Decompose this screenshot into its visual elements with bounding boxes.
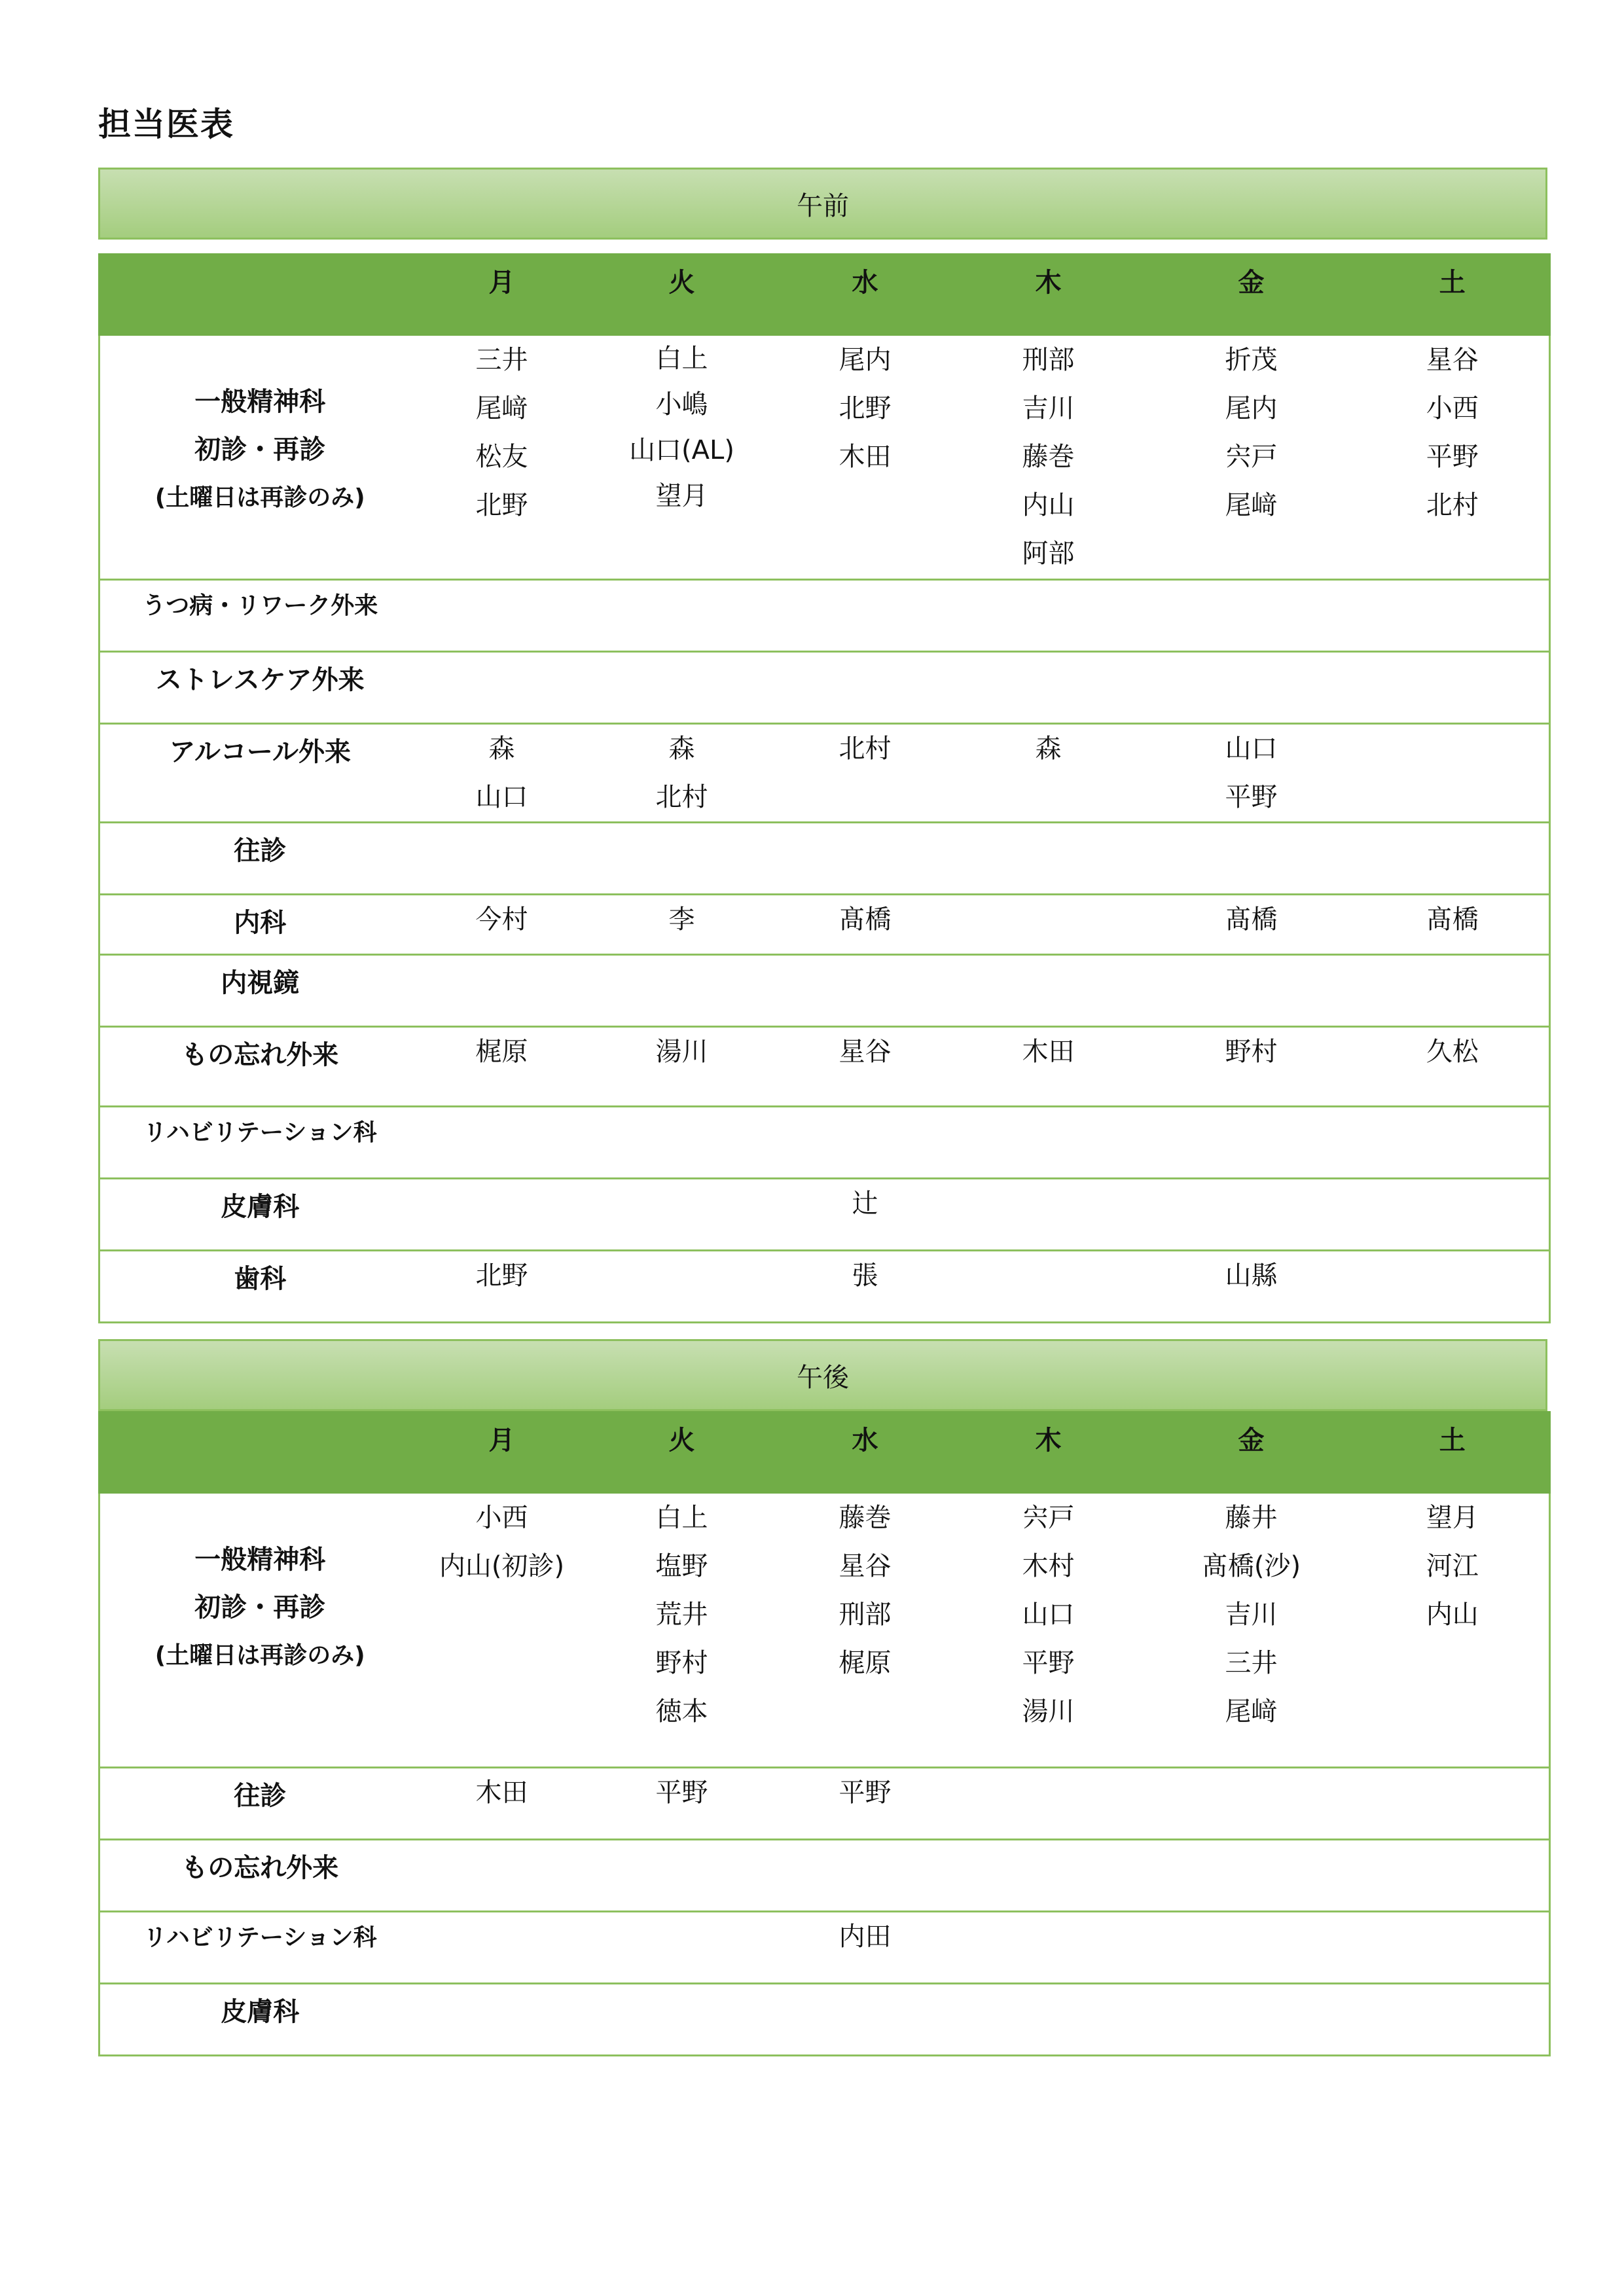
- schedule-cell: [950, 652, 1147, 724]
- morning-schedule-table: [98, 253, 1551, 1323]
- doctor-name: 山口: [1225, 734, 1278, 764]
- schedule-cell: [1356, 1912, 1550, 1984]
- doctor-name: 荒井: [655, 1600, 708, 1630]
- schedule-cell: [1356, 1107, 1550, 1179]
- morning-dept-row: [99, 335, 1550, 580]
- department-label: 初診・再診: [194, 435, 326, 465]
- doctor-name: 三井: [475, 345, 528, 375]
- department-label: 往診: [234, 1781, 287, 1811]
- department-cell: [99, 823, 420, 895]
- afternoon-schedule-table: [98, 1411, 1551, 2056]
- schedule-cell: [1147, 1179, 1356, 1251]
- department-label: 歯科: [234, 1264, 287, 1294]
- doctor-name: 内田: [839, 1922, 892, 1952]
- doctor-name: 張: [852, 1261, 878, 1291]
- schedule-cell: [780, 1027, 950, 1107]
- schedule-cell: [1147, 580, 1356, 652]
- doctor-name: 藤巻: [1022, 442, 1075, 472]
- schedule-cell: [1356, 1493, 1550, 1768]
- department-label: (土曜日は再診のみ): [154, 1642, 365, 1669]
- schedule-cell: [420, 1768, 584, 1840]
- schedule-cell: [420, 1493, 584, 1768]
- afternoon-dept-row: [99, 1768, 1550, 1840]
- day-header-cell: 月: [420, 1412, 584, 1493]
- doctor-name: 小西: [475, 1503, 528, 1533]
- doctor-name: 尾﨑: [475, 393, 528, 423]
- schedule-cell: [950, 895, 1147, 955]
- schedule-cell: [584, 580, 780, 652]
- morning-dept-row: [99, 1107, 1550, 1179]
- schedule-cell: [420, 1251, 584, 1323]
- doctor-name: 髙橋: [1225, 905, 1278, 935]
- schedule-cell: [1356, 335, 1550, 580]
- schedule-cell: [1147, 1027, 1356, 1107]
- schedule-cell: [950, 1840, 1147, 1912]
- department-label: もの忘れ外来: [181, 1853, 339, 1883]
- doctor-name: 星谷: [1426, 345, 1479, 375]
- schedule-cell: [584, 1912, 780, 1984]
- schedule-cell: [584, 335, 780, 580]
- schedule-cell: [1147, 1984, 1356, 2056]
- schedule-cell: [1147, 1251, 1356, 1323]
- doctor-name: 内山(初診): [439, 1551, 565, 1581]
- department-cell: [99, 1027, 420, 1107]
- schedule-cell: [1147, 1840, 1356, 1912]
- doctor-name: 尾﨑: [1225, 490, 1278, 520]
- doctor-name: 尾内: [839, 345, 892, 375]
- schedule-cell: [780, 580, 950, 652]
- afternoon-band-label: 午後: [797, 1362, 849, 1393]
- morning-dept-row: [99, 580, 1550, 652]
- doctor-name: 藤巻: [839, 1503, 892, 1533]
- schedule-cell: [950, 1493, 1147, 1768]
- doctor-name: 森: [668, 734, 695, 764]
- schedule-cell: [950, 580, 1147, 652]
- schedule-cell: [420, 1840, 584, 1912]
- doctor-name: 野村: [1225, 1037, 1278, 1067]
- schedule-cell: [1356, 1251, 1550, 1323]
- schedule-cell: [1356, 895, 1550, 955]
- schedule-cell: [1147, 823, 1356, 895]
- schedule-cell: [1356, 1768, 1550, 1840]
- schedule-cell: [1356, 1179, 1550, 1251]
- doctor-name: 宍戸: [1022, 1503, 1075, 1533]
- doctor-name: 望月: [1426, 1503, 1479, 1533]
- schedule-cell: [420, 895, 584, 955]
- schedule-cell: [584, 1984, 780, 2056]
- doctor-name: 平野: [1426, 442, 1479, 472]
- page-title: 担当医表: [98, 105, 234, 143]
- schedule-cell: [1356, 724, 1550, 823]
- doctor-name: 平野: [1225, 782, 1278, 812]
- schedule-cell: [950, 1768, 1147, 1840]
- department-label: うつ病・リワーク外来: [142, 592, 378, 619]
- department-label: (土曜日は再診のみ): [154, 484, 365, 511]
- morning-band: [98, 168, 1547, 240]
- schedule-cell: [420, 652, 584, 724]
- schedule-cell: [950, 335, 1147, 580]
- doctor-name: 三井: [1225, 1648, 1278, 1678]
- schedule-cell: [780, 724, 950, 823]
- doctor-name: 藤井: [1225, 1503, 1278, 1533]
- doctor-name: 小西: [1426, 393, 1479, 423]
- doctor-name: 尾﨑: [1225, 1696, 1278, 1727]
- doctor-name: 北村: [1426, 490, 1479, 520]
- department-cell: [99, 1251, 420, 1323]
- doctor-name: 梶原: [839, 1648, 892, 1678]
- doctor-name: 平野: [839, 1778, 892, 1808]
- morning-dept-row: [99, 724, 1550, 823]
- doctor-name: 平野: [1022, 1648, 1075, 1678]
- doctor-name: 松友: [475, 442, 528, 472]
- doctor-name: 内山: [1022, 490, 1075, 520]
- day-header-cell: 水: [780, 255, 950, 335]
- doctor-name: 阿部: [1022, 539, 1075, 569]
- schedule-cell: [950, 1984, 1147, 2056]
- schedule-cell: [584, 1179, 780, 1251]
- day-header-cell: 水: [780, 1412, 950, 1493]
- morning-dept-row: [99, 1179, 1550, 1251]
- department-cell: [99, 652, 420, 724]
- schedule-cell: [584, 1493, 780, 1768]
- doctor-name: 湯川: [655, 1037, 708, 1067]
- schedule-cell: [584, 652, 780, 724]
- department-cell: [99, 724, 420, 823]
- schedule-cell: [1356, 823, 1550, 895]
- afternoon-dept-row: [99, 1493, 1550, 1768]
- day-header-cell: 金: [1147, 1412, 1356, 1493]
- department-label: リハビリテーション科: [143, 1119, 377, 1146]
- doctor-name: 野村: [655, 1648, 708, 1678]
- doctor-name: 北野: [839, 393, 892, 423]
- doctor-name: 李: [668, 905, 695, 935]
- department-cell: [99, 1984, 420, 2056]
- schedule-cell: [780, 1251, 950, 1323]
- schedule-cell: [584, 895, 780, 955]
- department-label: 皮膚科: [221, 1192, 300, 1222]
- day-header-cell: 月: [420, 255, 584, 335]
- schedule-cell: [950, 955, 1147, 1027]
- schedule-cell: [420, 1912, 584, 1984]
- schedule-cell: [584, 1251, 780, 1323]
- schedule-cell: [420, 823, 584, 895]
- doctor-name: 尾内: [1225, 393, 1278, 423]
- department-label: 皮膚科: [221, 1997, 300, 2027]
- department-cell: [99, 1768, 420, 1840]
- schedule-cell: [780, 1984, 950, 2056]
- schedule-cell: [1147, 1768, 1356, 1840]
- schedule-cell: [780, 1840, 950, 1912]
- doctor-name: 折茂: [1225, 345, 1278, 375]
- department-cell: [99, 1912, 420, 1984]
- doctor-name: 宍戸: [1225, 442, 1278, 472]
- doctor-name: 木村: [1022, 1551, 1075, 1581]
- doctor-name: 吉川: [1225, 1600, 1278, 1630]
- doctor-name: 平野: [655, 1778, 708, 1808]
- department-cell: [99, 1179, 420, 1251]
- doctor-name: 木田: [475, 1778, 528, 1808]
- schedule-cell: [780, 1912, 950, 1984]
- schedule-cell: [1147, 1493, 1356, 1768]
- department-label: 往診: [234, 836, 287, 866]
- schedule-cell: [420, 955, 584, 1027]
- department-label: 内視鏡: [221, 968, 300, 998]
- schedule-cell: [1147, 1107, 1356, 1179]
- doctor-name: 小嶋: [655, 389, 708, 420]
- morning-dept-row: [99, 652, 1550, 724]
- doctor-name: 吉川: [1022, 393, 1075, 423]
- department-cell: [99, 335, 420, 580]
- afternoon-dept-row: [99, 1840, 1550, 1912]
- department-cell: [99, 1840, 420, 1912]
- schedule-cell: [780, 823, 950, 895]
- morning-dept-row: [99, 955, 1550, 1027]
- doctor-name: 北村: [655, 782, 708, 812]
- doctor-name: 白上: [655, 344, 708, 374]
- department-cell: [99, 1493, 420, 1768]
- schedule-cell: [420, 1984, 584, 2056]
- schedule-cell: [1147, 955, 1356, 1027]
- schedule-cell: [780, 895, 950, 955]
- doctor-name: 森: [488, 734, 515, 764]
- day-header-cell: 木: [950, 255, 1147, 335]
- doctor-name: 刑部: [839, 1600, 892, 1630]
- schedule-cell: [1147, 335, 1356, 580]
- doctor-name: 山縣: [1225, 1261, 1278, 1291]
- schedule-cell: [1356, 580, 1550, 652]
- department-label: 一般精神科: [194, 1545, 326, 1575]
- department-cell: [99, 1107, 420, 1179]
- afternoon-day-header-row: [99, 1412, 1550, 1493]
- doctor-name: 塩野: [655, 1551, 708, 1581]
- doctor-name: 森: [1035, 734, 1062, 764]
- department-label: 一般精神科: [194, 387, 326, 417]
- doctor-name: 刑部: [1022, 345, 1075, 375]
- schedule-cell: [420, 1027, 584, 1107]
- day-header-cell: 金: [1147, 255, 1356, 335]
- schedule-cell: [780, 1179, 950, 1251]
- doctor-name: 木田: [1022, 1037, 1075, 1067]
- schedule-cell: [420, 1179, 584, 1251]
- schedule-cell: [584, 1107, 780, 1179]
- schedule-cell: [1356, 1840, 1550, 1912]
- morning-dept-row: [99, 895, 1550, 955]
- schedule-cell: [950, 1179, 1147, 1251]
- schedule-cell: [780, 1768, 950, 1840]
- schedule-cell: [420, 1107, 584, 1179]
- doctor-name: 木田: [839, 442, 892, 472]
- doctor-name: 山口: [475, 782, 528, 812]
- doctor-name: 山口(AL): [629, 435, 734, 465]
- schedule-cell: [584, 1768, 780, 1840]
- schedule-cell: [584, 823, 780, 895]
- schedule-cell: [1356, 652, 1550, 724]
- schedule-cell: [1356, 955, 1550, 1027]
- department-label: もの忘れ外来: [181, 1040, 339, 1070]
- schedule-cell: [950, 1251, 1147, 1323]
- doctor-name: 望月: [655, 481, 708, 511]
- doctor-name: 髙橋: [839, 905, 892, 935]
- schedule-cell: [780, 652, 950, 724]
- doctor-name: 北野: [475, 1261, 528, 1291]
- schedule-cell: [950, 1027, 1147, 1107]
- department-cell: [99, 955, 420, 1027]
- afternoon-dept-row: [99, 1912, 1550, 1984]
- department-label: 内科: [234, 908, 287, 938]
- day-header-cell: 木: [950, 1412, 1147, 1493]
- department-cell: [99, 580, 420, 652]
- doctor-name: 湯川: [1022, 1696, 1075, 1727]
- schedule-cell: [420, 724, 584, 823]
- morning-band-label: 午前: [797, 190, 849, 221]
- schedule-cell: [1147, 652, 1356, 724]
- schedule-cell: [420, 580, 584, 652]
- day-header-cell: 土: [1356, 1412, 1550, 1493]
- doctor-name: 白上: [655, 1503, 708, 1533]
- schedule-cell: [584, 1840, 780, 1912]
- doctor-name: 北村: [839, 734, 892, 764]
- department-label: アルコール外来: [169, 737, 352, 767]
- doctor-name: 星谷: [839, 1037, 892, 1067]
- schedule-cell: [780, 955, 950, 1027]
- morning-day-header-row: [99, 255, 1550, 335]
- doctor-name: 辻: [852, 1189, 878, 1219]
- schedule-cell: [1147, 1912, 1356, 1984]
- schedule-cell: [780, 1107, 950, 1179]
- schedule-cell: [584, 955, 780, 1027]
- morning-dept-row: [99, 823, 1550, 895]
- department-label: リハビリテーション科: [143, 1924, 377, 1951]
- doctor-name: 今村: [475, 905, 528, 935]
- schedule-cell: [950, 1107, 1147, 1179]
- doctor-name: 北野: [475, 490, 528, 520]
- doctor-name: 山口: [1022, 1600, 1075, 1630]
- morning-dept-row: [99, 1027, 1550, 1107]
- doctor-name: 梶原: [475, 1037, 528, 1067]
- schedule-cell: [780, 335, 950, 580]
- doctor-name: 徳本: [655, 1696, 708, 1727]
- day-header-cell: 土: [1356, 255, 1550, 335]
- afternoon-dept-row: [99, 1984, 1550, 2056]
- day-header-cell: 火: [584, 1412, 780, 1493]
- department-label: 初診・再診: [194, 1592, 326, 1623]
- department-cell: [99, 895, 420, 955]
- afternoon-band: [98, 1339, 1547, 1411]
- schedule-cell: [584, 1027, 780, 1107]
- doctor-name: 星谷: [839, 1551, 892, 1581]
- doctor-name: 河江: [1426, 1551, 1479, 1581]
- day-header-cell: 火: [584, 255, 780, 335]
- doctor-name: 内山: [1426, 1600, 1479, 1630]
- schedule-cell: [950, 1912, 1147, 1984]
- schedule-cell: [1356, 1984, 1550, 2056]
- schedule-cell: [950, 724, 1147, 823]
- schedule-cell: [1356, 1027, 1550, 1107]
- schedule-cell: [420, 335, 584, 580]
- schedule-cell: [1147, 895, 1356, 955]
- doctor-name: 髙橋: [1426, 905, 1479, 935]
- schedule-cell: [780, 1493, 950, 1768]
- schedule-cell: [950, 823, 1147, 895]
- doctor-name: 久松: [1426, 1037, 1479, 1067]
- morning-dept-row: [99, 1251, 1550, 1323]
- doctor-name: 髙橋(沙): [1201, 1551, 1301, 1581]
- day-header-blank: [99, 1412, 420, 1493]
- schedule-cell: [584, 724, 780, 823]
- department-label: ストレスケア外来: [155, 665, 365, 695]
- day-header-blank: [99, 255, 420, 335]
- schedule-cell: [1147, 724, 1356, 823]
